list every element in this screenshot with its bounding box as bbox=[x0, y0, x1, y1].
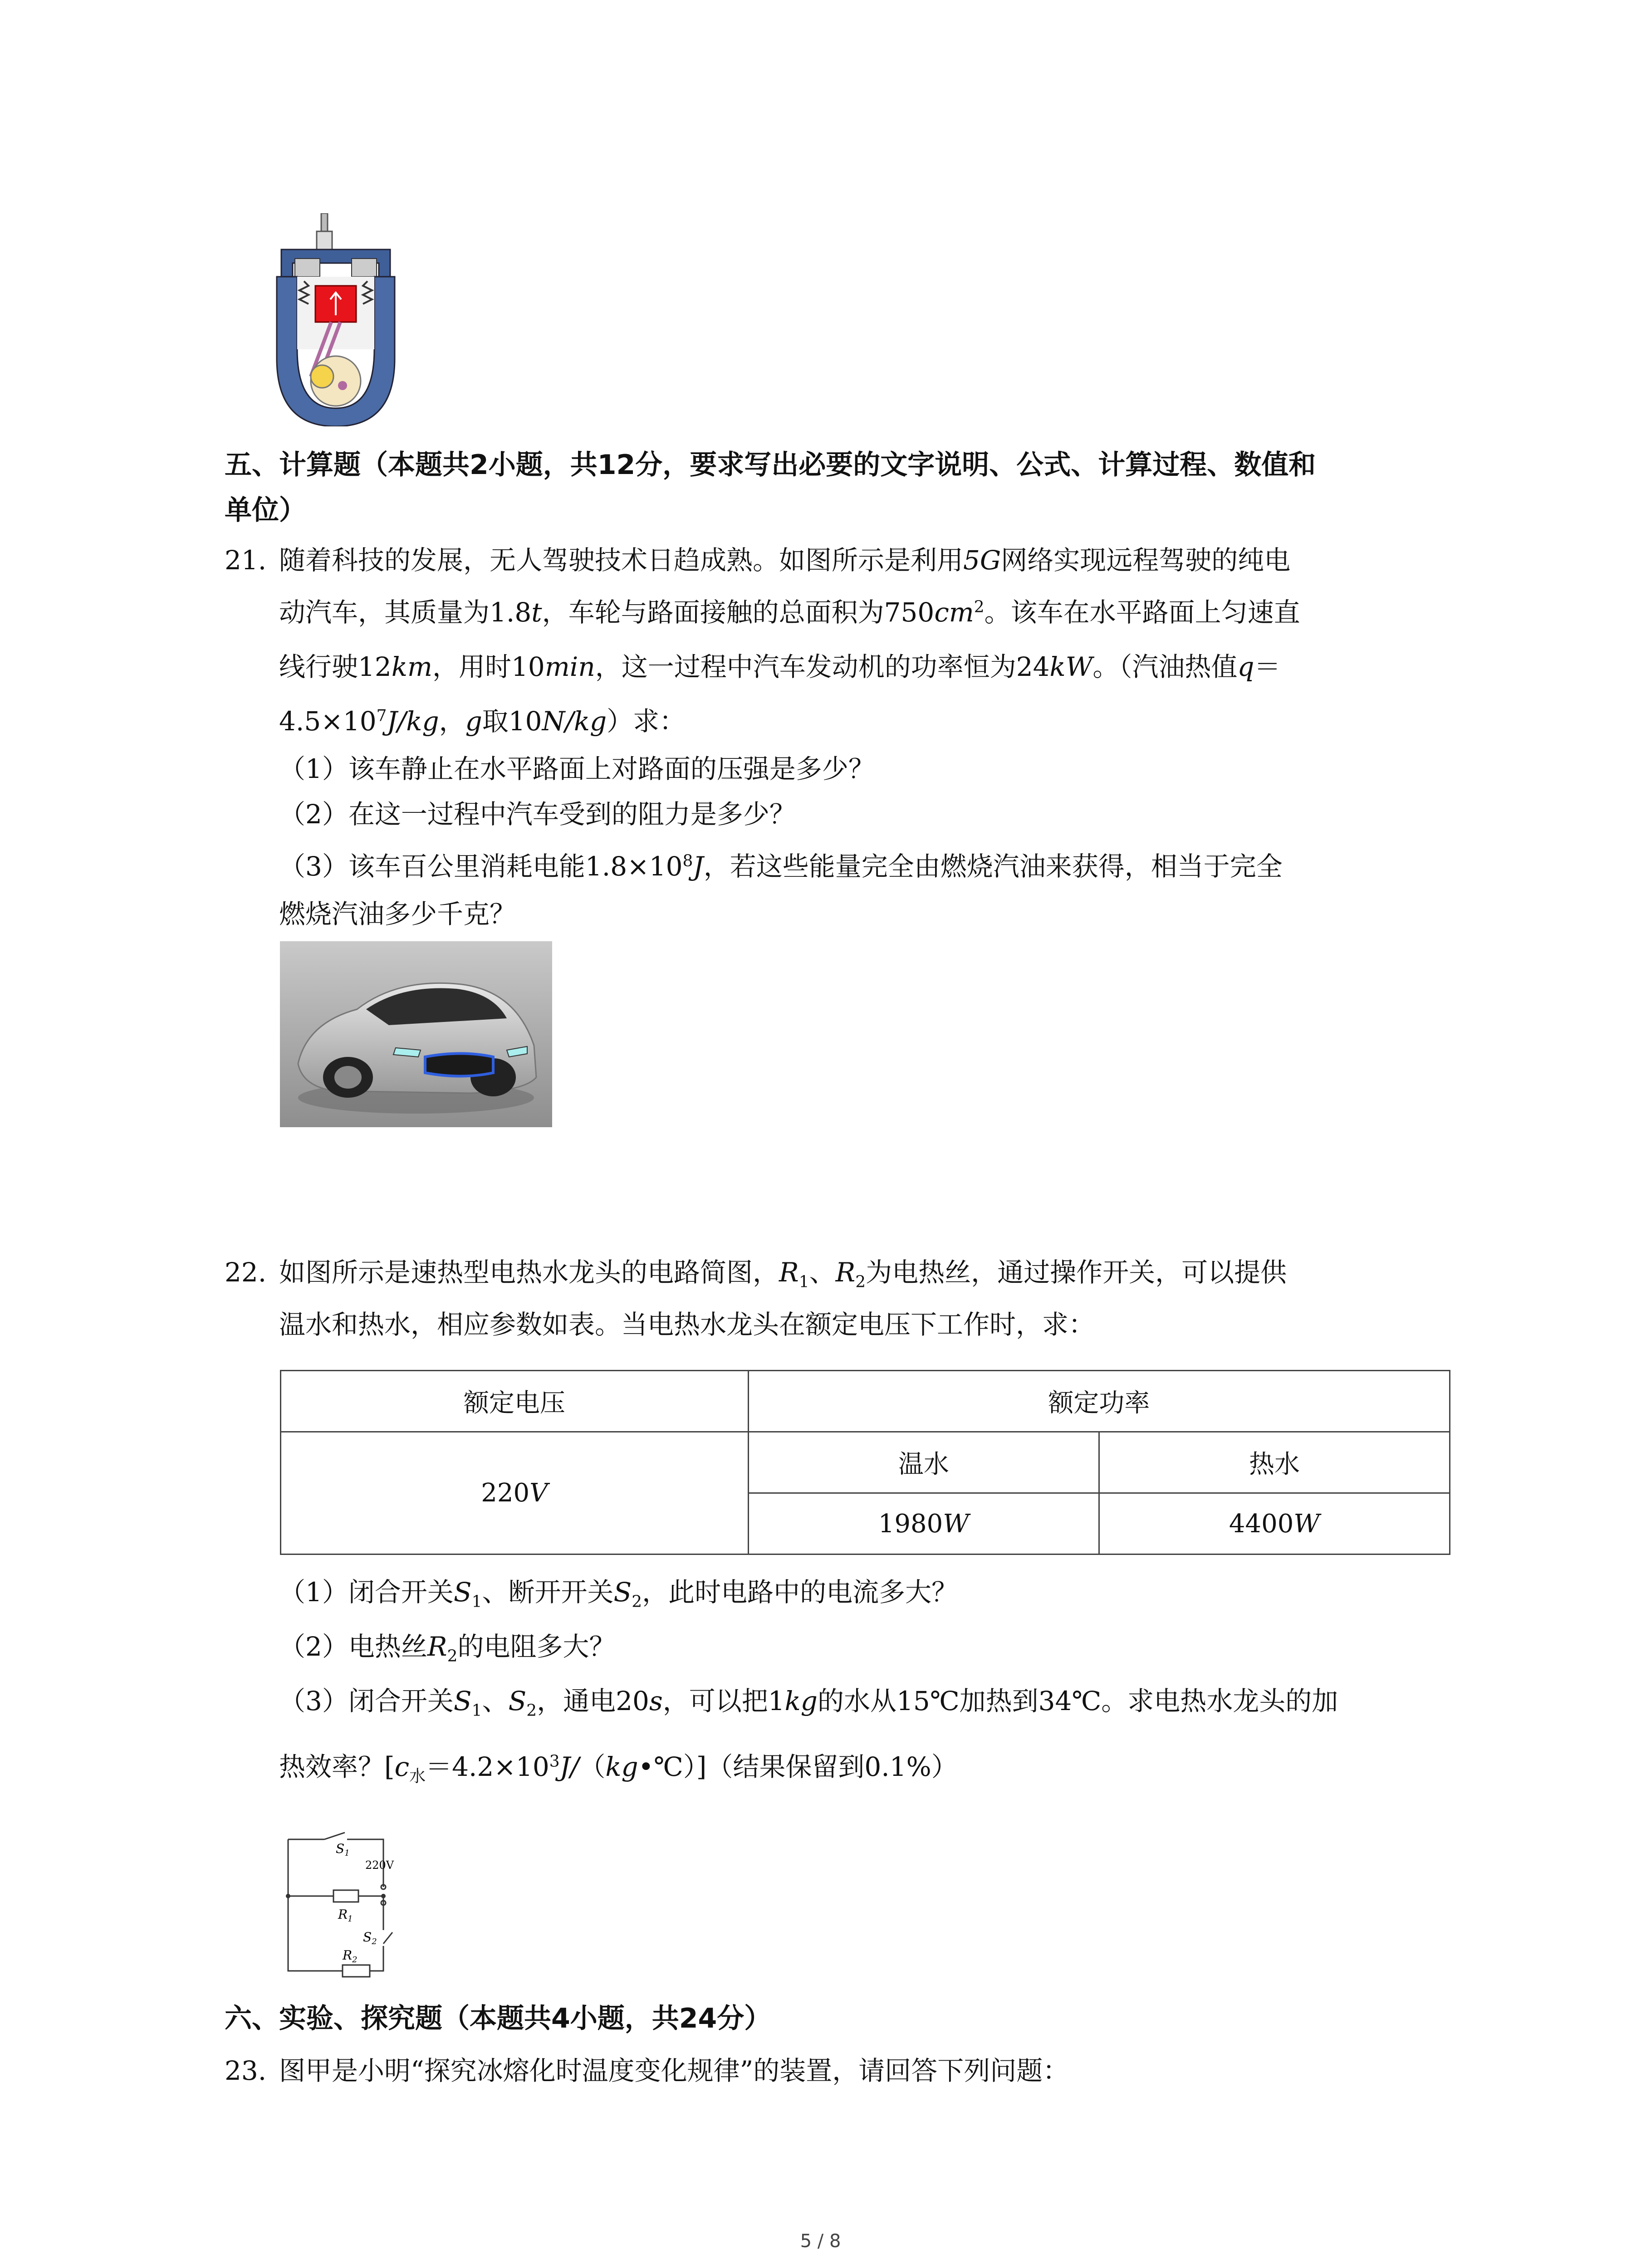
q22-sub1: （1）闭合开关$S_1$、断开开关$S_2$，此时电路中的电流多大？ bbox=[279, 1577, 958, 1611]
section5-title-line2: 单位） bbox=[225, 494, 306, 526]
q22-line1: 如图所示是速热型电热水龙头的电路简图，$R_1$、$R_2$为电热丝，通过操作开关，可以提供 bbox=[279, 1257, 1287, 1291]
electric-car-photo bbox=[280, 941, 552, 1127]
q21-line2: 动汽车，其质量为1.8t，车轮与路面接触的总面积为$750cm^2$。该车在水平路面上匀速直 bbox=[279, 597, 1300, 628]
q21-line4: $4.5\times 10^7J/kg$，g取10N/kg）求： bbox=[279, 706, 686, 737]
circuit-label-s2: $S_2$ bbox=[363, 1930, 377, 1946]
page-number: 5 / 8 bbox=[800, 2231, 841, 2252]
q22-sub3-line2: 热效率？$[c_水=4.2\times 10^3J/(kg•℃)]$（结果保留到0.1%） bbox=[279, 1751, 958, 1786]
q21-line3: 线行驶12km，用时10min，这一过程中汽车发动机的功率恒为24kW。（汽油热值q＝ bbox=[279, 651, 1281, 682]
header-warm-water: 温水 bbox=[748, 1432, 1099, 1493]
q23-number: 23. bbox=[225, 2055, 267, 2086]
circuit-label-s1: $S_1$ bbox=[336, 1841, 350, 1858]
circuit-label-r1: $R_1$ bbox=[338, 1907, 353, 1924]
q21-sub1: （1）该车静止在水平路面上对路面的压强是多少？ bbox=[279, 753, 875, 784]
cell-rated-voltage: 220V bbox=[281, 1432, 749, 1554]
circuit-label-voltage: 220V bbox=[365, 1859, 394, 1872]
q21-sub3-line1: （3）该车百公里消耗电能$1.8\times 10^8J$，若这些能量完全由燃烧汽油来获得，相当于完全 bbox=[279, 851, 1283, 882]
q21-sub3-line2: 燃烧汽油多少千克？ bbox=[279, 899, 516, 929]
header-rated-voltage: 额定电压 bbox=[281, 1371, 749, 1432]
circuit-diagram bbox=[279, 1830, 415, 1980]
section5-title-line1: 五、计算题（本题共2小题，共12分，要求写出必要的文字说明、公式、计算过程、数值和 bbox=[225, 449, 1316, 481]
q22-line2: 温水和热水，相应参数如表。当电热水龙头在额定电压下工作时，求： bbox=[279, 1309, 1095, 1340]
cell-warm-power: 1980W bbox=[748, 1493, 1099, 1554]
q22-sub3-line1: （3）闭合开关$S_1$、$S_2$，通电20s，可以把1kg的水从15℃加热到34℃。求电热水龙头的加 bbox=[279, 1686, 1338, 1720]
q21-number: 21. bbox=[225, 545, 267, 576]
q21-line1: 随着科技的发展，无人驾驶技术日趋成熟。如图所示是利用5G网络实现远程驾驶的纯电 bbox=[279, 545, 1291, 576]
q22-number: 22. bbox=[225, 1257, 267, 1288]
circuit-label-r2: $R_2$ bbox=[343, 1948, 358, 1965]
engine-cylinder-figure bbox=[268, 213, 404, 426]
section6-title: 六、实验、探究题（本题共4小题，共24分） bbox=[225, 2003, 772, 2034]
q23-text: 图甲是小明“探究冰熔化时温度变化规律”的装置，请回答下列问题： bbox=[279, 2055, 1069, 2086]
rated-parameters-table bbox=[280, 1370, 1450, 1555]
header-rated-power: 额定功率 bbox=[748, 1371, 1450, 1432]
q21-sub2: （2）在这一过程中汽车受到的阻力是多少？ bbox=[279, 799, 796, 830]
header-hot-water: 热水 bbox=[1099, 1432, 1450, 1493]
cell-hot-power: 4400W bbox=[1099, 1493, 1450, 1554]
q22-sub2: （2）电热丝$R_2$的电阻多大？ bbox=[279, 1631, 616, 1666]
